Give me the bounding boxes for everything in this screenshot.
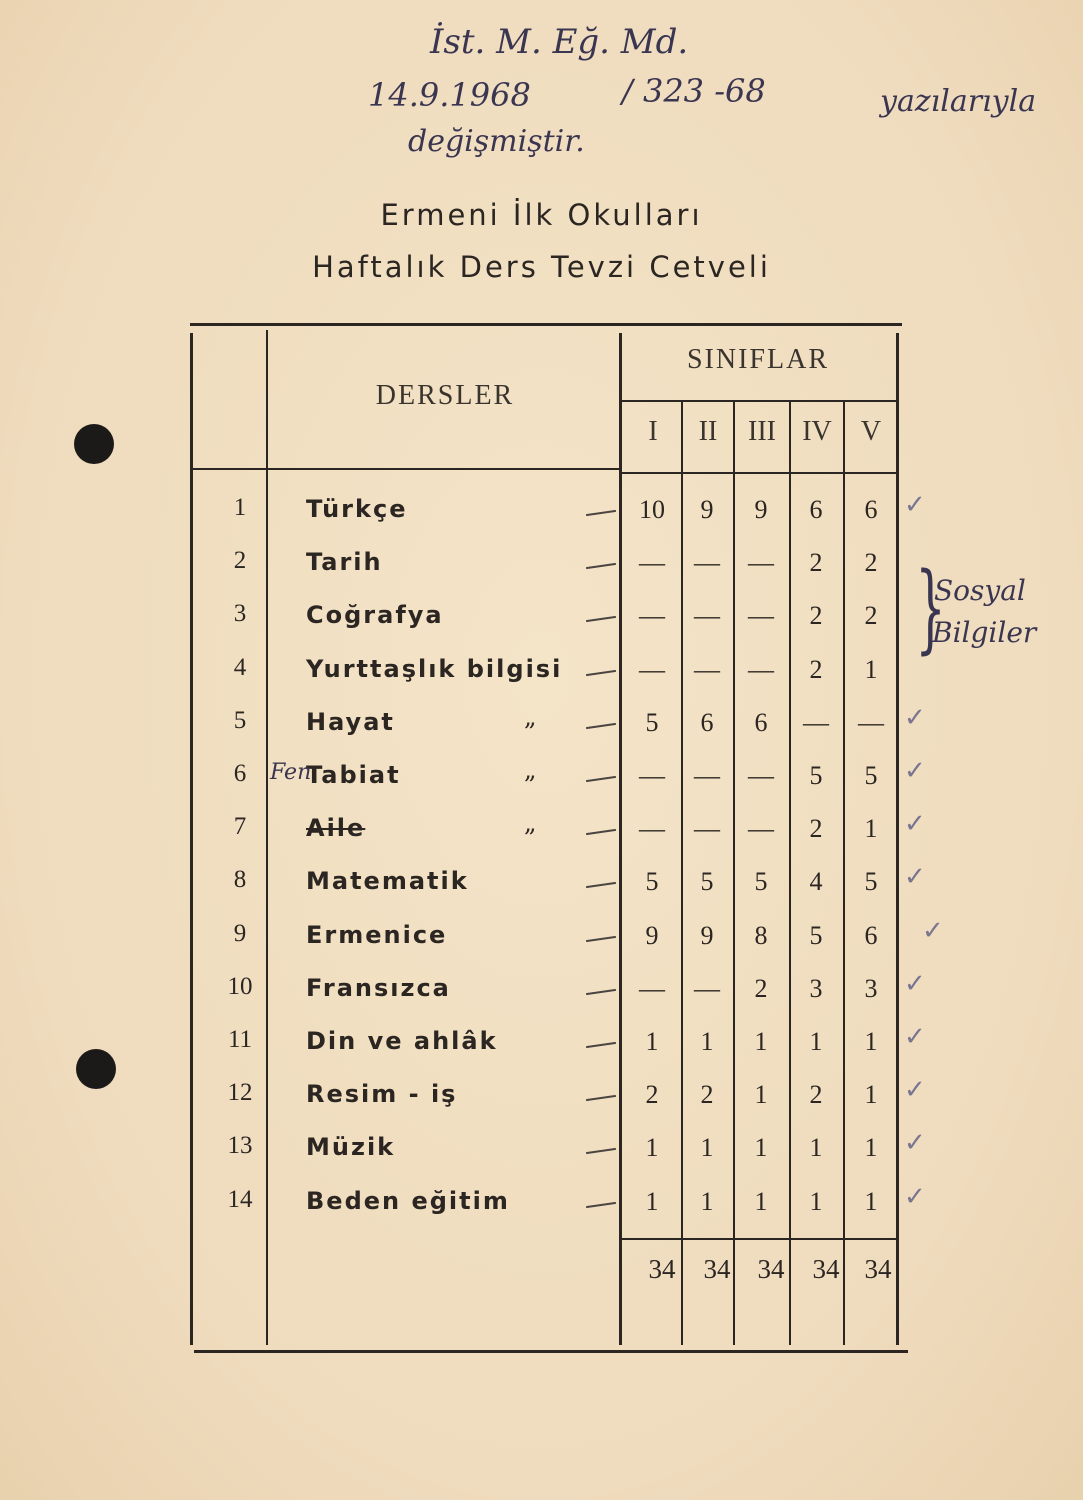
row-cell-class-3: — — [748, 601, 774, 630]
row-cell-class-4: 1 — [809, 1187, 823, 1216]
row-cell-class-1: 10 — [639, 495, 665, 524]
row-number: 1 — [233, 494, 247, 521]
check-mark-icon: ✓ — [904, 1182, 926, 1212]
row-number: 13 — [227, 1132, 253, 1159]
row-cell-class-2: — — [694, 655, 720, 684]
margin-brace: } — [915, 552, 946, 664]
header-bottom-rule-classes — [622, 472, 896, 474]
row-cell-class-5: 2 — [864, 548, 878, 577]
row-cell-class-4: 1 — [809, 1133, 823, 1162]
row-cell-class-1: 5 — [645, 867, 659, 896]
row-cell-class-1: — — [639, 548, 665, 577]
class-header-IV: IV — [802, 416, 832, 447]
row-cell-class-5: 2 — [864, 601, 878, 630]
margin-note-sosyal: Sosyal — [934, 574, 1026, 607]
row-subject: Hayat — [306, 708, 395, 736]
check-mark-icon: ✓ — [904, 1022, 926, 1052]
row-cell-class-4: 2 — [809, 814, 823, 843]
annotation-yazilari: yazılarıyla — [880, 84, 1037, 119]
row-subject: Ermenice — [306, 921, 448, 949]
row-number: 2 — [233, 547, 247, 574]
check-mark-icon: ✓ — [922, 916, 944, 946]
row-subject: Fransızca — [306, 974, 451, 1002]
row-cell-class-2: 1 — [700, 1133, 714, 1162]
row-number: 3 — [233, 600, 247, 627]
row-cell-class-3: — — [748, 761, 774, 790]
row-cell-class-5: 5 — [864, 867, 878, 896]
row-cell-class-5: 6 — [864, 495, 878, 524]
row-cell-class-2: 2 — [700, 1080, 714, 1109]
row-subject: Beden eğitim — [306, 1187, 510, 1215]
check-mark-icon: ✓ — [904, 703, 926, 733]
row-cell-class-2: 9 — [700, 921, 714, 950]
row-number: 12 — [227, 1079, 253, 1106]
row-cell-class-1: 1 — [645, 1187, 659, 1216]
total-V: 34 — [864, 1254, 892, 1284]
total-rule — [622, 1238, 898, 1240]
row-number: 14 — [227, 1186, 253, 1213]
row-cell-class-3: 9 — [754, 495, 768, 524]
annotation-date: 14.9.1968 — [368, 76, 531, 114]
row-cell-class-1: 1 — [645, 1133, 659, 1162]
annotation-ref: / 323 -68 — [622, 72, 766, 110]
class-header-V: V — [860, 416, 882, 447]
col-divider-2 — [733, 402, 735, 1345]
row-cell-class-1: 5 — [645, 708, 659, 737]
row-cell-class-5: 1 — [864, 1027, 878, 1056]
row-number: 8 — [233, 866, 247, 893]
row-cell-class-3: 2 — [754, 974, 768, 1003]
row-cell-class-4: 2 — [809, 601, 823, 630]
row-cell-class-2: — — [694, 974, 720, 1003]
row-subject: Yurttaşlık bilgisi — [306, 655, 563, 683]
row-cell-class-1: 9 — [645, 921, 659, 950]
row-cell-class-5: 6 — [864, 921, 878, 950]
row-cell-class-3: — — [748, 814, 774, 843]
row-cell-class-3: 1 — [754, 1133, 768, 1162]
row-cell-class-4: 2 — [809, 655, 823, 684]
row-cell-class-5: 3 — [864, 974, 878, 1003]
row-cell-class-2: — — [694, 601, 720, 630]
table-top-rule — [190, 323, 902, 326]
class-header-I: I — [648, 416, 658, 447]
row-cell-class-2: 9 — [700, 495, 714, 524]
class-header-III: III — [748, 416, 776, 447]
check-mark-icon: ✓ — [904, 1128, 926, 1158]
row-cell-class-4: 4 — [809, 867, 823, 896]
row-cell-class-4: — — [803, 708, 829, 737]
row-cell-class-1: — — [639, 761, 665, 790]
row-cell-class-5: 1 — [864, 814, 878, 843]
check-mark-icon: ✓ — [904, 969, 926, 999]
header-siniflar: SINIFLAR — [686, 344, 829, 375]
row-subject: Coğrafya — [306, 601, 444, 629]
row-cell-class-2: 5 — [700, 867, 714, 896]
table-left-border — [190, 333, 193, 1345]
row-cell-class-1: 1 — [645, 1027, 659, 1056]
row-cell-class-2: — — [694, 814, 720, 843]
row-cell-class-2: 6 — [700, 708, 714, 737]
row-cell-class-5: — — [858, 708, 884, 737]
row-number: 4 — [233, 654, 247, 681]
row-cell-class-4: 1 — [809, 1027, 823, 1056]
row-cell-class-1: 2 — [645, 1080, 659, 1109]
row-cell-class-2: — — [694, 548, 720, 577]
check-mark-icon: ✓ — [904, 809, 926, 839]
check-mark-icon: ✓ — [904, 862, 926, 892]
row-cell-class-3: — — [748, 548, 774, 577]
title-line-1: Ermeni İlk Okulları — [380, 198, 703, 232]
row-subject: Tarih — [306, 548, 383, 576]
title-line-2: Haftalık Ders Tevzi Cetveli — [312, 250, 771, 284]
row-ditto: „ — [524, 703, 537, 731]
row-cell-class-1: — — [639, 655, 665, 684]
total-I: 34 — [648, 1254, 676, 1284]
row-cell-class-3: 1 — [754, 1187, 768, 1216]
table-bottom-rule — [194, 1350, 908, 1353]
row-number: 7 — [233, 813, 247, 840]
total-III: 34 — [757, 1254, 785, 1284]
table-no-divider — [266, 330, 268, 1345]
row-cell-class-3: 6 — [754, 708, 768, 737]
header-bottom-rule — [193, 468, 619, 470]
row-cell-class-4: 2 — [809, 548, 823, 577]
row-cell-class-1: — — [639, 974, 665, 1003]
row-cell-class-5: 1 — [864, 1187, 878, 1216]
row-cell-class-5: 1 — [864, 655, 878, 684]
table-subject-divider — [619, 333, 622, 1345]
annotation-line-1: İst. M. Eğ. Md. — [430, 22, 689, 62]
check-mark-icon: ✓ — [904, 756, 926, 786]
annotation-degismistir: değişmiştir. — [408, 124, 585, 159]
table-right-border — [896, 333, 899, 1345]
row-number: 11 — [227, 1026, 253, 1053]
row-subject: Müzik — [306, 1133, 396, 1161]
punch-hole-bottom — [76, 1049, 116, 1089]
margin-note-bilgiler: Bilgiler — [932, 616, 1037, 649]
total-IV: 34 — [812, 1254, 840, 1284]
class-header-II: II — [698, 416, 718, 447]
row-cell-class-1: — — [639, 814, 665, 843]
row-cell-class-3: — — [748, 655, 774, 684]
margin-note-fen: Fen — [270, 760, 312, 785]
row-subject: Din ve ahlâk — [306, 1027, 498, 1055]
row-cell-class-4: 5 — [809, 761, 823, 790]
row-number: 5 — [233, 707, 247, 734]
row-cell-class-2: 1 — [700, 1187, 714, 1216]
row-number: 9 — [233, 920, 247, 947]
row-number: 6 — [233, 760, 247, 787]
row-cell-class-3: 1 — [754, 1027, 768, 1056]
row-cell-class-4: 2 — [809, 1080, 823, 1109]
row-number: 10 — [227, 973, 253, 1000]
row-cell-class-5: 1 — [864, 1080, 878, 1109]
row-cell-class-3: 8 — [754, 921, 768, 950]
row-cell-class-3: 1 — [754, 1080, 768, 1109]
row-ditto: „ — [524, 756, 537, 784]
row-cell-class-5: 5 — [864, 761, 878, 790]
row-ditto: „ — [524, 809, 537, 837]
row-cell-class-5: 1 — [864, 1133, 878, 1162]
row-subject: Resim - iş — [306, 1080, 458, 1108]
row-cell-class-2: — — [694, 761, 720, 790]
row-cell-class-4: 5 — [809, 921, 823, 950]
col-divider-4 — [843, 402, 845, 1345]
row-cell-class-4: 3 — [809, 974, 823, 1003]
row-subject: Tabiat — [306, 761, 401, 789]
class-header-rule — [622, 400, 896, 402]
check-mark-icon: ✓ — [904, 490, 926, 520]
row-cell-class-3: 5 — [754, 867, 768, 896]
punch-hole-top — [74, 424, 114, 464]
header-dersler: DERSLER — [375, 380, 515, 411]
check-mark-icon: ✓ — [904, 1075, 926, 1105]
row-cell-class-4: 6 — [809, 495, 823, 524]
row-cell-class-2: 1 — [700, 1027, 714, 1056]
row-subject: Türkçe — [306, 495, 408, 523]
total-II: 34 — [703, 1254, 731, 1284]
row-cell-class-1: — — [639, 601, 665, 630]
row-subject: Matematik — [306, 867, 469, 895]
row-subject: Aile — [306, 814, 366, 842]
